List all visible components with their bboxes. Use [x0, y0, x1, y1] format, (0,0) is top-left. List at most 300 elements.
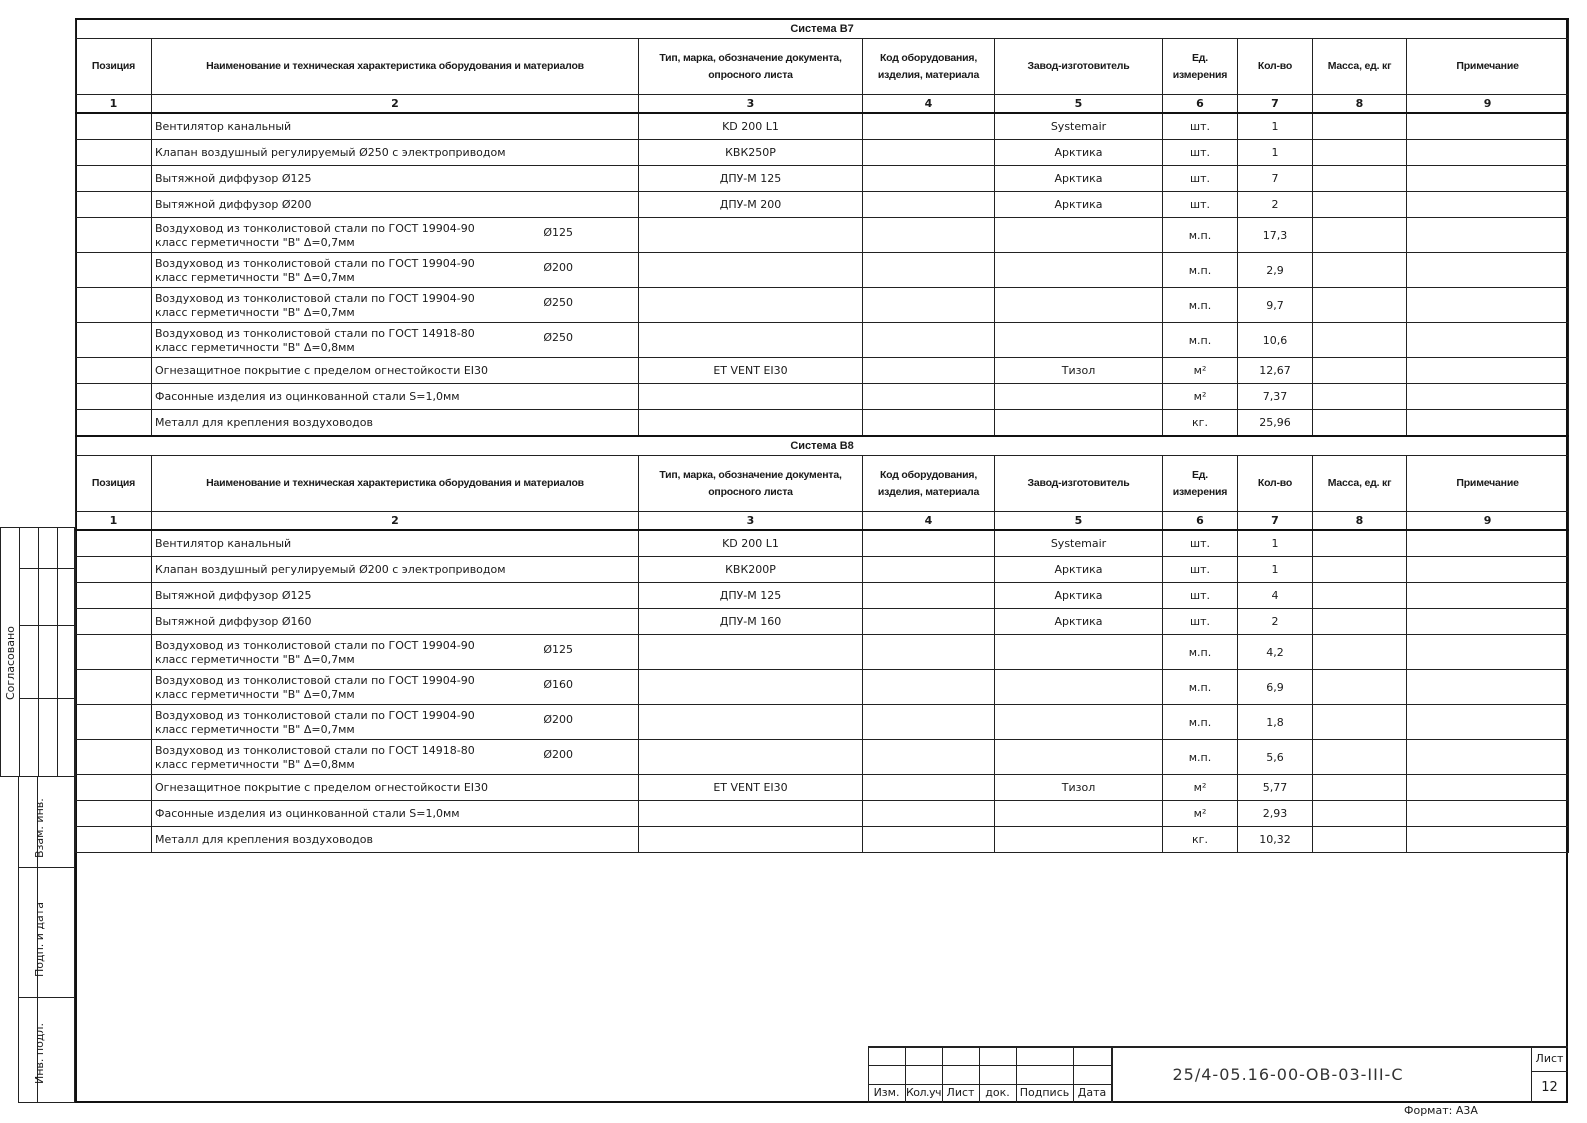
cell-maker [995, 218, 1163, 253]
cell-qty: 1 [1238, 113, 1313, 140]
cell-unit: шт. [1163, 113, 1238, 140]
system-title-row [76, 436, 1569, 456]
item-name: Воздуховод из тонколистовой стали по ГОСТ 19904-90 класс герметичности "В" Δ=0,7мм [155, 221, 475, 249]
name-wrap [155, 674, 635, 702]
cell-position [76, 740, 152, 775]
cell-mass [1313, 323, 1407, 358]
cell-note [1407, 801, 1569, 827]
cell-unit: м.п. [1163, 670, 1238, 705]
cell-type: ДПУ-М 125 [639, 166, 863, 192]
cell-position [76, 583, 152, 609]
cell-type: ДПУ-М 160 [639, 609, 863, 635]
system-title-row [76, 19, 1569, 39]
cell-maker [995, 827, 1163, 853]
table-row [76, 113, 1569, 140]
item-diameter: Ø125 [543, 642, 573, 656]
cell-position [76, 192, 152, 218]
cell-mass [1313, 705, 1407, 740]
cell-qty: 2 [1238, 609, 1313, 635]
cell-position [76, 253, 152, 288]
table-row [76, 140, 1569, 166]
tb-label-dok: док. [985, 1086, 1010, 1099]
cell-type: ДПУ-М 125 [639, 583, 863, 609]
item-name: Клапан воздушный регулируемый Ø250 с электроприводом [155, 146, 506, 159]
cell-note [1407, 323, 1569, 358]
table-row [76, 384, 1569, 410]
item-name: Вытяжной диффузор Ø160 [155, 615, 312, 628]
column-number: 5 [995, 95, 1163, 114]
table-row [76, 530, 1569, 557]
cell-code [863, 635, 995, 670]
cell-qty: 10,32 [1238, 827, 1313, 853]
item-name: Огнезащитное покрытие с пределом огнестойкости EI30 [155, 364, 489, 377]
column-number: 9 [1407, 512, 1569, 531]
stamp-vzam-label: Взам. инв. [33, 798, 46, 858]
column-number: 2 [152, 512, 639, 531]
cell-code [863, 740, 995, 775]
cell-maker: Тизол [995, 358, 1163, 384]
cell-unit: м² [1163, 801, 1238, 827]
table-row [76, 192, 1569, 218]
cell-name [152, 218, 639, 253]
item-name: Вытяжной диффузор Ø125 [155, 589, 312, 602]
column-number: 6 [1163, 95, 1238, 114]
cell-mass [1313, 775, 1407, 801]
cell-unit: м² [1163, 358, 1238, 384]
column-number: 3 [639, 95, 863, 114]
cell-unit: шт. [1163, 557, 1238, 583]
cell-qty: 7,37 [1238, 384, 1313, 410]
cell-position [76, 384, 152, 410]
tb-label-kol: Кол.уч [905, 1086, 942, 1099]
cell-unit: кг. [1163, 410, 1238, 437]
cell-position [76, 410, 152, 437]
item-name: Фасонные изделия из оцинкованной стали S=1,0мм [155, 807, 460, 820]
cell-note [1407, 166, 1569, 192]
cell-maker: Арктика [995, 557, 1163, 583]
cell-mass [1313, 218, 1407, 253]
item-name: Вытяжной диффузор Ø125 [155, 172, 312, 185]
cell-position [76, 218, 152, 253]
cell-name [152, 323, 639, 358]
cell-qty: 4 [1238, 583, 1313, 609]
cell-qty: 12,67 [1238, 358, 1313, 384]
cell-qty: 10,6 [1238, 323, 1313, 358]
tb-sheet-number: 12 [1541, 1080, 1558, 1095]
cell-unit: м.п. [1163, 253, 1238, 288]
cell-code [863, 557, 995, 583]
table-row [76, 635, 1569, 670]
cell-name [152, 384, 639, 410]
cell-code [863, 827, 995, 853]
cell-position [76, 140, 152, 166]
cell-position [76, 635, 152, 670]
cell-unit: м² [1163, 775, 1238, 801]
cell-code [863, 705, 995, 740]
cell-unit: м.п. [1163, 323, 1238, 358]
system-title: Система В7 [76, 19, 1569, 39]
header-row [76, 456, 1569, 512]
table-row [76, 583, 1569, 609]
column-header: Наименование и техническая характеристика оборудования и материалов [152, 39, 639, 95]
cell-mass [1313, 801, 1407, 827]
cell-code [863, 253, 995, 288]
cell-maker: Арктика [995, 609, 1163, 635]
item-diameter: Ø160 [543, 677, 573, 691]
cell-type: KD 200 L1 [639, 113, 863, 140]
cell-note [1407, 705, 1569, 740]
cell-mass [1313, 358, 1407, 384]
column-number: 7 [1238, 95, 1313, 114]
column-number-row [76, 95, 1569, 114]
cell-maker [995, 253, 1163, 288]
name-wrap [155, 292, 635, 320]
cell-unit: м.п. [1163, 740, 1238, 775]
item-name: Вентилятор канальный [155, 120, 292, 133]
cell-code [863, 530, 995, 557]
cell-code [863, 140, 995, 166]
table-row [76, 288, 1569, 323]
cell-name [152, 253, 639, 288]
item-diameter: Ø200 [543, 747, 573, 761]
header-row [76, 39, 1569, 95]
cell-maker [995, 740, 1163, 775]
cell-name [152, 670, 639, 705]
name-wrap [155, 709, 635, 737]
cell-name [152, 140, 639, 166]
tb-label-izm: Изм. [873, 1086, 900, 1099]
item-name: Воздуховод из тонколистовой стали по ГОСТ 19904-90 класс герметичности "В" Δ=0,7мм [155, 291, 475, 319]
cell-position [76, 775, 152, 801]
cell-code [863, 801, 995, 827]
cell-position [76, 323, 152, 358]
cell-mass [1313, 288, 1407, 323]
cell-note [1407, 113, 1569, 140]
cell-unit: шт. [1163, 192, 1238, 218]
item-name: Воздуховод из тонколистовой стали по ГОСТ 19904-90 класс герметичности "В" Δ=0,7мм [155, 638, 475, 666]
item-name: Воздуховод из тонколистовой стали по ГОСТ 19904-90 класс герметичности "В" Δ=0,7мм [155, 708, 475, 736]
cell-position [76, 358, 152, 384]
column-number: 2 [152, 95, 639, 114]
table-row [76, 827, 1569, 853]
item-name: Фасонные изделия из оцинкованной стали S=1,0мм [155, 390, 460, 403]
column-number: 1 [76, 512, 152, 531]
cell-name [152, 775, 639, 801]
cell-maker: Systemair [995, 113, 1163, 140]
cell-name [152, 410, 639, 437]
column-number: 7 [1238, 512, 1313, 531]
cell-unit: кг. [1163, 827, 1238, 853]
cell-type [639, 410, 863, 437]
cell-maker: Арктика [995, 192, 1163, 218]
name-wrap [155, 257, 635, 285]
cell-unit: м.п. [1163, 218, 1238, 253]
cell-type [639, 323, 863, 358]
cell-qty: 1 [1238, 140, 1313, 166]
cell-mass [1313, 740, 1407, 775]
cell-qty: 2,9 [1238, 253, 1313, 288]
cell-note [1407, 384, 1569, 410]
column-header: Примечание [1407, 39, 1569, 95]
column-number: 8 [1313, 95, 1407, 114]
cell-mass [1313, 583, 1407, 609]
cell-name [152, 740, 639, 775]
cell-mass [1313, 670, 1407, 705]
cell-code [863, 166, 995, 192]
cell-unit: шт. [1163, 609, 1238, 635]
column-header: Тип, марка, обозначение документа, опросного листа [639, 456, 863, 512]
column-header: Кол-во [1238, 456, 1313, 512]
system-title: Система В8 [76, 436, 1569, 456]
cell-note [1407, 583, 1569, 609]
cell-mass [1313, 384, 1407, 410]
column-header: Код оборудования, изделия, материала [863, 39, 995, 95]
item-name: Металл для крепления воздуховодов [155, 833, 374, 846]
cell-note [1407, 557, 1569, 583]
cell-type: КВК200Р [639, 557, 863, 583]
cell-position [76, 609, 152, 635]
cell-qty: 25,96 [1238, 410, 1313, 437]
cell-code [863, 410, 995, 437]
cell-note [1407, 218, 1569, 253]
column-header: Ед. измерения [1163, 456, 1238, 512]
cell-maker: Арктика [995, 166, 1163, 192]
cell-unit: шт. [1163, 166, 1238, 192]
cell-code [863, 609, 995, 635]
cell-name [152, 583, 639, 609]
cell-note [1407, 670, 1569, 705]
cell-code [863, 775, 995, 801]
table-row [76, 705, 1569, 740]
name-wrap [155, 222, 635, 250]
column-number: 6 [1163, 512, 1238, 531]
column-header: Тип, марка, обозначение документа, опросного листа [639, 39, 863, 95]
cell-code [863, 358, 995, 384]
table-row [76, 253, 1569, 288]
column-header: Масса, ед. кг [1313, 456, 1407, 512]
cell-name [152, 288, 639, 323]
cell-qty: 5,6 [1238, 740, 1313, 775]
cell-note [1407, 609, 1569, 635]
column-number: 4 [863, 512, 995, 531]
column-number: 5 [995, 512, 1163, 531]
cell-code [863, 670, 995, 705]
cell-unit: м² [1163, 384, 1238, 410]
cell-name [152, 113, 639, 140]
cell-type [639, 670, 863, 705]
cell-note [1407, 740, 1569, 775]
column-header: Ед. измерения [1163, 39, 1238, 95]
cell-unit: м.п. [1163, 635, 1238, 670]
cell-note [1407, 410, 1569, 437]
cell-maker: Арктика [995, 140, 1163, 166]
cell-unit: шт. [1163, 140, 1238, 166]
cell-mass [1313, 253, 1407, 288]
table-row [76, 166, 1569, 192]
name-wrap [155, 744, 635, 772]
cell-qty: 7 [1238, 166, 1313, 192]
table-row [76, 609, 1569, 635]
cell-mass [1313, 635, 1407, 670]
cell-name [152, 557, 639, 583]
cell-unit: шт. [1163, 530, 1238, 557]
item-name: Клапан воздушный регулируемый Ø200 с электроприводом [155, 563, 506, 576]
item-name: Воздуховод из тонколистовой стали по ГОСТ 19904-90 класс герметичности "В" Δ=0,7мм [155, 256, 475, 284]
cell-position [76, 530, 152, 557]
item-name: Огнезащитное покрытие с пределом огнестойкости EI30 [155, 781, 489, 794]
cell-type: ET VENT EI30 [639, 358, 863, 384]
cell-type [639, 384, 863, 410]
tb-label-list: Лист [946, 1086, 975, 1099]
cell-type [639, 635, 863, 670]
cell-type: KD 200 L1 [639, 530, 863, 557]
cell-code [863, 113, 995, 140]
item-name: Воздуховод из тонколистовой стали по ГОСТ 14918-80 класс герметичности "В" Δ=0,8мм [155, 326, 475, 354]
cell-mass [1313, 166, 1407, 192]
item-diameter: Ø200 [543, 260, 573, 274]
cell-type [639, 288, 863, 323]
column-header: Масса, ед. кг [1313, 39, 1407, 95]
column-header: Наименование и техническая характеристика оборудования и материалов [152, 456, 639, 512]
cell-mass [1313, 192, 1407, 218]
cell-type: КВК250Р [639, 140, 863, 166]
cell-position [76, 801, 152, 827]
cell-maker [995, 670, 1163, 705]
cell-position [76, 705, 152, 740]
cell-qty: 5,77 [1238, 775, 1313, 801]
cell-name [152, 827, 639, 853]
cell-type [639, 801, 863, 827]
document-code: 25/4-05.16-00-ОВ-03-III-С [1172, 1065, 1404, 1084]
cell-maker [995, 288, 1163, 323]
cell-position [76, 557, 152, 583]
name-wrap [155, 639, 635, 667]
specification-table [75, 18, 1569, 853]
table-row [76, 775, 1569, 801]
cell-note [1407, 827, 1569, 853]
cell-position [76, 166, 152, 192]
column-header: Позиция [76, 39, 152, 95]
column-number: 3 [639, 512, 863, 531]
inventory-stamp [18, 777, 75, 1103]
cell-maker: Тизол [995, 775, 1163, 801]
item-name: Вытяжной диффузор Ø200 [155, 198, 312, 211]
cell-name [152, 635, 639, 670]
cell-qty: 1 [1238, 557, 1313, 583]
cell-note [1407, 635, 1569, 670]
item-diameter: Ø250 [543, 330, 573, 344]
cell-code [863, 218, 995, 253]
column-header: Завод-изготовитель [995, 39, 1163, 95]
cell-name [152, 801, 639, 827]
item-name: Воздуховод из тонколистовой стали по ГОСТ 14918-80 класс герметичности "В" Δ=0,8мм [155, 743, 475, 771]
stamp-podp-label: Подп. и дата [33, 902, 46, 977]
cell-code [863, 192, 995, 218]
cell-mass [1313, 609, 1407, 635]
cell-maker [995, 323, 1163, 358]
cell-maker [995, 410, 1163, 437]
table-row [76, 410, 1569, 437]
cell-mass [1313, 557, 1407, 583]
cell-unit: м.п. [1163, 288, 1238, 323]
approval-stamp [0, 527, 75, 777]
column-header: Позиция [76, 456, 152, 512]
table-row [76, 670, 1569, 705]
cell-note [1407, 192, 1569, 218]
cell-type [639, 218, 863, 253]
column-number-row [76, 512, 1569, 531]
cell-mass [1313, 827, 1407, 853]
specification [75, 18, 1568, 853]
item-diameter: Ø125 [543, 225, 573, 239]
cell-maker [995, 705, 1163, 740]
table-row [76, 323, 1569, 358]
cell-maker [995, 801, 1163, 827]
cell-qty: 1,8 [1238, 705, 1313, 740]
cell-maker: Systemair [995, 530, 1163, 557]
column-header: Кол-во [1238, 39, 1313, 95]
cell-code [863, 583, 995, 609]
column-number: 1 [76, 95, 152, 114]
cell-code [863, 323, 995, 358]
cell-unit: шт. [1163, 583, 1238, 609]
cell-position [76, 113, 152, 140]
cell-code [863, 288, 995, 323]
cell-name [152, 192, 639, 218]
cell-name [152, 530, 639, 557]
stamp-agreed-label: Согласовано [4, 626, 17, 700]
cell-mass [1313, 140, 1407, 166]
cell-note [1407, 140, 1569, 166]
cell-type [639, 827, 863, 853]
table-row [76, 358, 1569, 384]
cell-name [152, 609, 639, 635]
cell-maker [995, 384, 1163, 410]
cell-note [1407, 775, 1569, 801]
title-block [868, 1046, 1568, 1103]
item-name: Вентилятор канальный [155, 537, 292, 550]
table-row [76, 740, 1569, 775]
cell-type [639, 705, 863, 740]
cell-note [1407, 253, 1569, 288]
cell-qty: 4,2 [1238, 635, 1313, 670]
tb-sheet-label: Лист [1535, 1052, 1564, 1065]
cell-qty: 9,7 [1238, 288, 1313, 323]
sheet-format: Формат: А3А [1404, 1104, 1478, 1117]
tb-label-data: Дата [1077, 1086, 1107, 1099]
item-diameter: Ø250 [543, 295, 573, 309]
cell-code [863, 384, 995, 410]
cell-note [1407, 530, 1569, 557]
name-wrap [155, 327, 635, 355]
table-row [76, 557, 1569, 583]
cell-qty: 6,9 [1238, 670, 1313, 705]
column-number: 9 [1407, 95, 1569, 114]
cell-maker [995, 635, 1163, 670]
column-header: Код оборудования, изделия, материала [863, 456, 995, 512]
cell-type [639, 740, 863, 775]
cell-qty: 17,3 [1238, 218, 1313, 253]
cell-qty: 2,93 [1238, 801, 1313, 827]
cell-type: ДПУ-М 200 [639, 192, 863, 218]
item-diameter: Ø200 [543, 712, 573, 726]
item-name: Воздуховод из тонколистовой стали по ГОСТ 19904-90 класс герметичности "В" Δ=0,7мм [155, 673, 475, 701]
table-row [76, 801, 1569, 827]
cell-type [639, 253, 863, 288]
column-header: Завод-изготовитель [995, 456, 1163, 512]
cell-position [76, 827, 152, 853]
cell-mass [1313, 113, 1407, 140]
